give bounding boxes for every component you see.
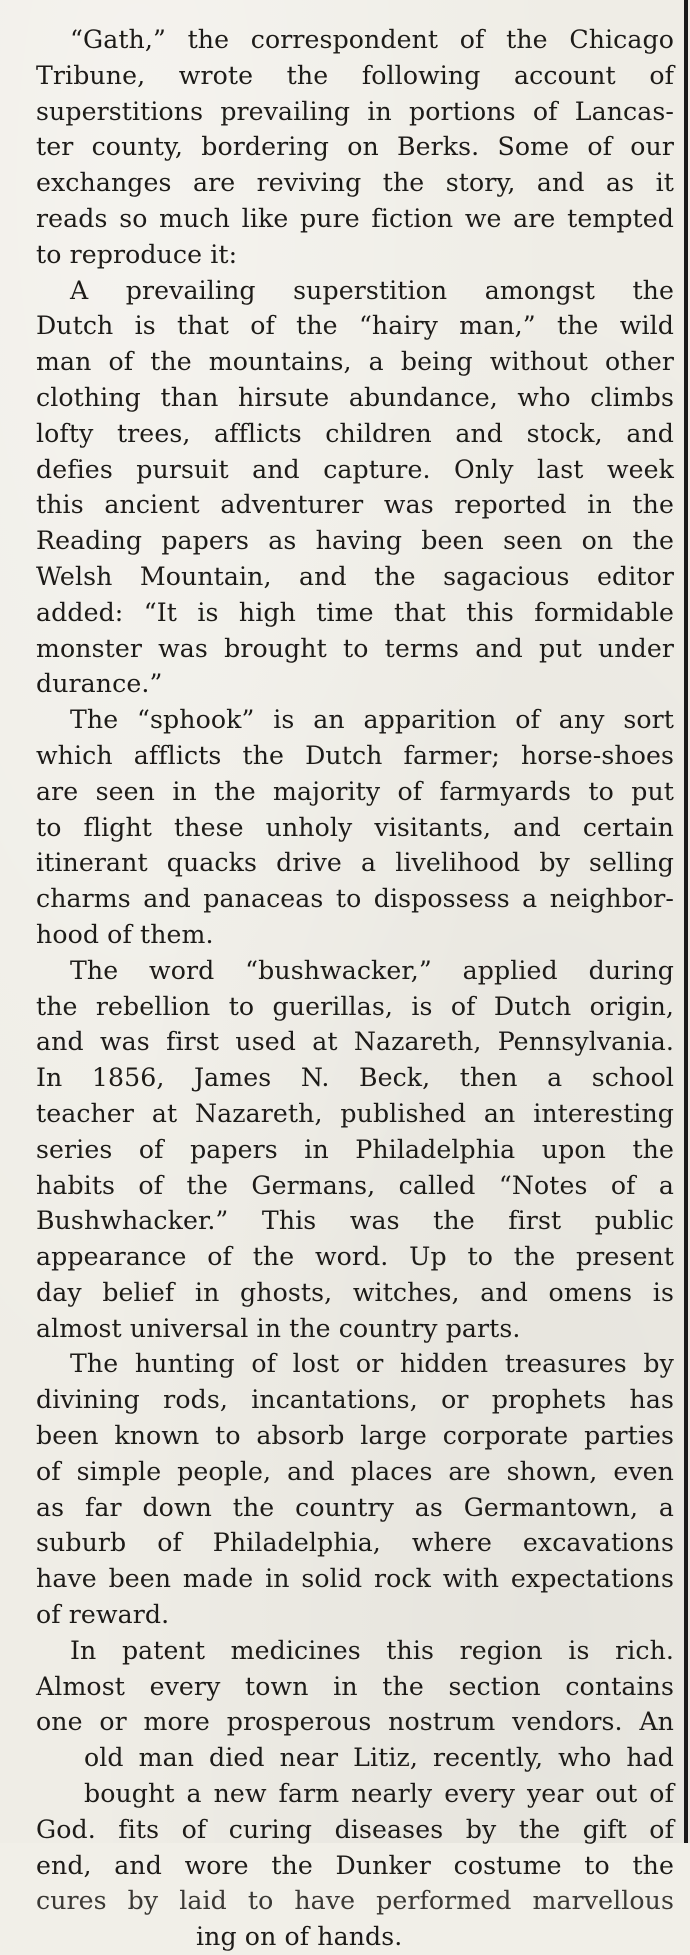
article-line: The word “bushwacker,” applied during — [70, 955, 674, 985]
article-line: God. fits of curing diseases by the gift of — [36, 1814, 674, 1844]
article-line: one or more prosperous nostrum vendors. An — [36, 1707, 674, 1737]
article-line: Welsh Mountain, and the sagacious editor — [36, 561, 674, 591]
article-line: ing on of hands. — [196, 1922, 403, 1952]
article-line: and was first used at Nazareth, Pennsylvania. — [36, 1027, 674, 1057]
article-line: habits of the Germans, called “Notes of a — [36, 1170, 674, 1200]
article-line: man of the mountains, a being without other — [36, 347, 674, 377]
article-line: day belief in ghosts, witches, and omens is — [36, 1277, 674, 1307]
article-line: of simple people, and places are shown, even — [36, 1456, 674, 1486]
article-line: bought a new farm nearly every year out of — [84, 1779, 674, 1809]
article-line: old man died near Litiz, recently, who had — [84, 1743, 674, 1773]
article-line: hood of them. — [36, 919, 214, 949]
article-line: The hunting of lost or hidden treasures by — [70, 1349, 674, 1379]
article-line: which afflicts the Dutch farmer; horse-shoes — [36, 740, 674, 770]
article-line: exchanges are reviving the story, and as it — [36, 168, 674, 198]
article-line: the rebellion to guerillas, is of Dutch origin, — [36, 991, 674, 1021]
article-line: suburb of Philadelphia, where excavations — [36, 1528, 674, 1558]
article-line: to reproduce it: — [36, 239, 238, 269]
article-line: superstitions prevailing in portions of Lancas- — [36, 96, 674, 126]
article-line: clothing than hirsute abundance, who climbs — [36, 382, 674, 412]
article-line: Tribune, wrote the following account of — [36, 60, 674, 90]
article-line: A prevailing superstition amongst the — [70, 275, 674, 305]
article-line: monster was brought to terms and put under — [36, 633, 674, 663]
article-line: appearance of the word. Up to the present — [36, 1242, 674, 1272]
article-line: itinerant quacks drive a livelihood by selling — [36, 848, 674, 878]
article-line: teacher at Nazareth, published an interesting — [36, 1098, 674, 1128]
article-line: Bushwhacker.” This was the first public — [36, 1206, 674, 1236]
article-line: as far down the country as Germantown, a — [36, 1492, 674, 1522]
article-line: ter county, bordering on Berks. Some of our — [36, 132, 674, 162]
article-line: In 1856, James N. Beck, then a school — [36, 1063, 674, 1093]
article-body — [36, 22, 674, 1955]
article-line: this ancient adventurer was reported in the — [36, 490, 674, 520]
article-line: have been made in solid rock with expectations — [36, 1564, 674, 1594]
article-line: lofty trees, afflicts children and stock, and — [36, 418, 674, 448]
article-line: of reward. — [36, 1600, 170, 1630]
article-line: The “sphook” is an apparition of any sort — [70, 705, 674, 735]
article-line: durance.” — [36, 669, 163, 699]
article-line: charms and panaceas to dispossess a neighbor- — [36, 884, 674, 914]
article-line: to flight these unholy visitants, and certain — [36, 812, 674, 842]
article-line: are seen in the majority of farmyards to put — [36, 776, 674, 806]
article-line: almost universal in the country parts. — [36, 1313, 521, 1343]
article-line: “Gath,” the correspondent of the Chicago — [70, 25, 674, 54]
article-line: been known to absorb large corporate parties — [36, 1421, 674, 1451]
article-line: end, and wore the Dunker costume to the — [36, 1850, 674, 1880]
article-line: Almost every town in the section contains — [36, 1671, 674, 1701]
article-line: In patent medicines this region is rich. — [70, 1635, 674, 1665]
article-line: cures by laid to have performed marvellous — [36, 1886, 674, 1916]
article-line: added: “It is high time that this formidable — [36, 597, 674, 627]
article-line: series of papers in Philadelphia upon the — [36, 1134, 674, 1164]
article-line: divining rods, incantations, or prophets has — [36, 1385, 674, 1415]
article-line: reads so much like pure fiction we are tempted — [36, 203, 674, 233]
article-line: Reading papers as having been seen on the — [36, 526, 674, 556]
article-line: Dutch is that of the “hairy man,” the wild — [36, 311, 674, 341]
column-rule — [684, 0, 688, 1843]
article-line: defies pursuit and capture. Only last week — [36, 454, 674, 484]
